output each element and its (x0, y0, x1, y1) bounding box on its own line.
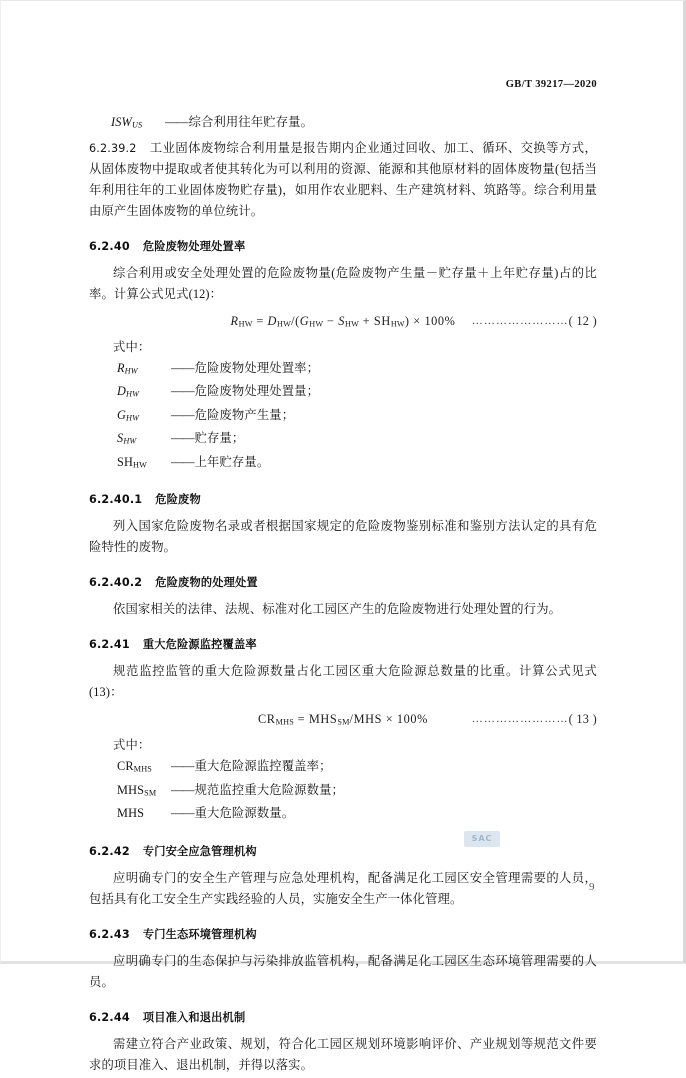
carryover-definition-text: 综合利用往年贮存量。 (188, 115, 314, 129)
formula-12-expression: $R_{HW} = D_{HW}/(G_{HW} - S_{HW} + SH_{HW}) \times 100\%$ (230, 313, 456, 328)
definition-item (117, 405, 597, 429)
clause-6-2-40-1-title: 危险废物 (155, 493, 201, 506)
definition-dash: —— (171, 431, 194, 445)
clause-heading-6-2-40-2 (89, 574, 597, 590)
clause-6-2-44-title: 项目准入和退出机制 (142, 1010, 246, 1024)
clause-6-2-41-paragraph: 规范监控监管的重大危险源数量占化工园区重大危险源总数量的比重。计算公式见式(13)： (89, 664, 597, 699)
definition-dash: —— (171, 360, 194, 375)
definition-dash: —— (171, 759, 194, 773)
clause-6-2-42-title: 专门安全应急管理机构 (142, 844, 257, 858)
definition-text: 重大危险源监控覆盖率； (194, 759, 332, 773)
definition-dash: —— (171, 782, 194, 797)
carryover-symbol: $ISW_{US}$ (111, 115, 143, 130)
formula-13-leader: …………………… (471, 713, 569, 725)
definition-symbol: $CR_{MHS}$ (117, 759, 153, 774)
definition-dash: —— (171, 384, 194, 398)
carryover-dash: —— (165, 115, 188, 129)
definition-item (117, 780, 597, 804)
definition-dash: —— (171, 806, 194, 820)
clause-6-2-41-title: 重大危险源监控覆盖率 (142, 638, 257, 651)
formula-12-row (89, 311, 597, 331)
definition-symbol: $S_{HW}$ (117, 431, 137, 446)
clause-6-2-40-number: 6.2.40 (89, 239, 130, 253)
page-number: 9 (589, 881, 595, 893)
clause-6-2-40-2-title: 危险废物的处理处置 (155, 576, 258, 589)
clause-6-2-41-number: 6.2.41 (89, 638, 130, 651)
clause-6-2-40-1-number: 6.2.40.1 (89, 493, 143, 506)
definition-text: 危险废物处理处置量； (194, 384, 320, 398)
clause-6-2-40-2-paragraph: 依国家相关的法律、法规、标准对化工园区产生的危险废物进行处理处置的行为。 (113, 602, 562, 616)
clause-6-2-44-number: 6.2.44 (89, 1010, 130, 1024)
formula-13-row (89, 709, 597, 729)
definition-symbol: MHS (117, 806, 145, 820)
clause-6-2-40-title: 危险废物处理处置率 (142, 239, 246, 253)
clause-6-2-42-paragraph: 应明确专门的安全生产管理与应急处理机构，配备满足化工园区安全管理需要的人员，包括具有化工安全生产实践经验的人员，实施安全生产一体化管理。 (89, 870, 597, 906)
definition-text: 重大危险源数量。 (194, 806, 295, 820)
definition-text: 危险废物产生量； (194, 407, 295, 422)
definition-item (117, 452, 597, 476)
formula-12-number: ( 12 ) (568, 313, 597, 328)
clause-6-2-43-title: 专门生态环境管理机构 (142, 927, 257, 941)
definition-symbol: $R_{HW}$ (117, 360, 138, 375)
clause-6-2-39-2-paragraph (89, 138, 597, 222)
definition-item (117, 358, 597, 382)
clause-heading-6-2-42 (89, 843, 597, 859)
definition-text: 上年贮存量。 (194, 454, 270, 469)
formula-12-definition-list (89, 358, 597, 476)
clause-heading-6-2-40-1 (89, 491, 597, 507)
formula-13-expression: $CR_{MHS} = MHS_{SM}/MHS \times 100\%$ (258, 712, 428, 727)
definition-item (117, 381, 597, 405)
clause-6-2-44-paragraph: 需建立符合产业政策、规划，符合化工园区规划环境影响评价、产业规划等规范文件要求的项目准入、退出机制，并得以落实。 (89, 1036, 597, 1072)
definition-item (117, 756, 597, 780)
formula-13-where-label: 式中： (113, 738, 151, 752)
formula-13-tail (472, 709, 597, 729)
definition-text: 危险废物处理处置率； (194, 360, 320, 375)
clause-6-2-42-number: 6.2.42 (89, 844, 130, 858)
definition-dash: —— (171, 454, 194, 469)
carryover-symbol-definition (89, 112, 597, 136)
clause-heading-6-2-41 (89, 636, 597, 652)
clause-6-2-43-paragraph: 应明确专门的生态保护与污染排放监管机构，配备满足化工园区生态环境管理需要的人员。 (89, 953, 597, 989)
clause-6-2-43-number: 6.2.43 (89, 927, 130, 941)
definition-symbol: $MHS_{SM}$ (117, 782, 157, 797)
running-header-standard-code: GB/T 39217—2020 (505, 79, 597, 90)
formula-12-leader: …………………… (471, 314, 569, 327)
clause-heading-6-2-40 (89, 238, 597, 254)
definition-symbol: $D_{HW}$ (117, 384, 140, 399)
definition-item (117, 428, 597, 452)
clause-heading-6-2-44 (89, 1009, 597, 1025)
clause-heading-6-2-43 (89, 926, 597, 942)
formula-13-number: ( 13 ) (568, 712, 597, 726)
formula-12-where-label: 式中： (113, 339, 151, 354)
clause-6-2-40-1-paragraph: 列入国家危险废物名录或者根据国家规定的危险废物鉴别标准和鉴别方法认定的具有危险特性的废物。 (89, 519, 597, 554)
clause-6-2-39-2-text: 工业固体废物综合利用量是报告期内企业通过回收、加工、循环、交换等方式，从固体废物中提取或者使其转化为可以利用的资源、能源和其他原材料的固体废物量(包括当年利用往年的工业固体废物贮存量)，如用作农业肥料、生产建筑材料、筑路等。综合利用量由原产生固体废物的单位统计。 (89, 140, 597, 218)
clause-6-2-40-2-number: 6.2.40.2 (89, 576, 143, 589)
clause-6-2-39-2-number: 6.2.39.2 (89, 141, 137, 155)
definition-symbol: $G_{HW}$ (117, 407, 140, 422)
definition-text: 规范监控重大危险源数量； (194, 782, 344, 797)
definition-dash: —— (171, 407, 194, 422)
definition-item (117, 803, 597, 827)
definition-text: 贮存量； (194, 431, 245, 445)
page-content (89, 79, 597, 1078)
clause-6-2-40-paragraph: 综合利用或安全处理处置的危险废物量(危险废物产生量－贮存量＋上年贮存量)占的比率。计算公式见式(12)： (89, 265, 597, 301)
sac-watermark-logo: SAC (464, 831, 500, 847)
formula-12-tail (472, 311, 597, 331)
definition-symbol: $SH_{HW}$ (117, 454, 148, 469)
formula-13-definition-list (89, 756, 597, 827)
